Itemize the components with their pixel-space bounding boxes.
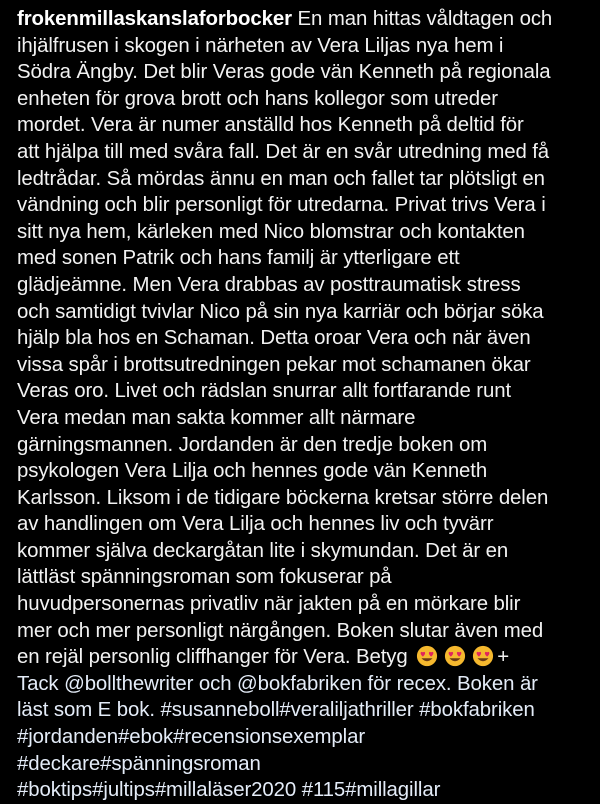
caption-line: med sonen Patrik och hans familj är ytterligare ett xyxy=(17,247,460,270)
rating-text: en rejäl personlig cliffhanger för Vera. Betyg xyxy=(17,646,408,669)
username-link[interactable]: frokenmillaskanslaforbocker xyxy=(17,8,292,30)
hashtag-line[interactable]: #deckare#spänningsroman xyxy=(17,752,261,775)
caption-line: Södra Ängby. Det blir Veras gode vän Kenneth på regionala xyxy=(17,61,551,84)
caption-line: mordet. Vera är numer anställd hos Kenneth på deltid för xyxy=(17,114,524,137)
caption-line: Vera medan man sakta kommer allt närmare xyxy=(17,406,416,429)
post-caption xyxy=(17,6,587,804)
caption-line: psykologen Vera Lilja och hennes gode vän Kenneth xyxy=(17,460,488,483)
caption-line xyxy=(17,6,587,33)
rating-suffix: + xyxy=(497,646,509,669)
caption-line: lättläst spänningsroman som fokuserar på xyxy=(17,566,392,589)
caption-line: ledtrådar. Så mördas ännu en man och fallet tar plötsligt en xyxy=(17,167,545,190)
hashtag-line[interactable]: #boktips#jultips#millaläser2020 #115#millagillar xyxy=(17,779,441,802)
heart-eyes-emoji-icon xyxy=(416,645,438,667)
rating-emojis xyxy=(413,646,497,668)
caption-line: ihjälfrusen i skogen i närheten av Vera Liljas nya hem i xyxy=(17,34,504,57)
caption-line: kommer själva deckargåtan lite i skymundan. Det är en xyxy=(17,539,509,562)
caption-text: En man hittas våldtagen och xyxy=(297,8,553,30)
caption-line: läst som E bok. #susanneboll#veraliljathriller #bokfabriken xyxy=(17,699,535,722)
rating-line xyxy=(17,644,587,671)
caption-line: vissa spår i brottsutredningen pekar mot schamanen ökar xyxy=(17,353,531,376)
caption-line: Veras oro. Livet och rädslan snurrar allt fortfarande runt xyxy=(17,380,512,403)
caption-line: huvudpersonernas privatliv när jakten på en mörkare blir xyxy=(17,593,521,616)
caption-line: och samtidigt tvivlar Nico på sin nya karriär och börjar söka xyxy=(17,300,544,323)
caption-line: vändning och blir personligt för utredarna. Privat trivs Vera i xyxy=(17,194,546,217)
caption-line: hjälp bla hos en Schaman. Detta oroar Vera och när även xyxy=(17,327,531,350)
caption-line: glädjeämne. Men Vera drabbas av posttraumatisk stress xyxy=(17,273,521,296)
heart-eyes-emoji-icon xyxy=(444,645,466,667)
caption-line: sitt nya hem, kärleken med Nico blomstrar och kontakten xyxy=(17,220,525,243)
caption-line: av handlingen om Vera Lilja och hennes liv och tyvärr xyxy=(17,513,494,536)
caption-line: att hjälpa till med svåra fall. Det är en svår utredning med få xyxy=(17,140,550,163)
heart-eyes-emoji-icon xyxy=(472,645,494,667)
hashtag-line[interactable]: #jordanden#ebok#recensionsexemplar xyxy=(17,726,366,749)
caption-line: enheten för grova brott och hans kollegor som utreder xyxy=(17,87,498,110)
caption-line: mer och mer personligt närgången. Boken slutar även med xyxy=(17,619,544,642)
caption-line: Karlsson. Liksom i de tidigare böckerna kretsar större delen xyxy=(17,486,549,509)
caption-line: gärningsmannen. Jordanden är den tredje boken om xyxy=(17,433,488,456)
caption-line: Tack @bollthewriter och @bokfabriken för recex. Boken är xyxy=(17,672,538,695)
